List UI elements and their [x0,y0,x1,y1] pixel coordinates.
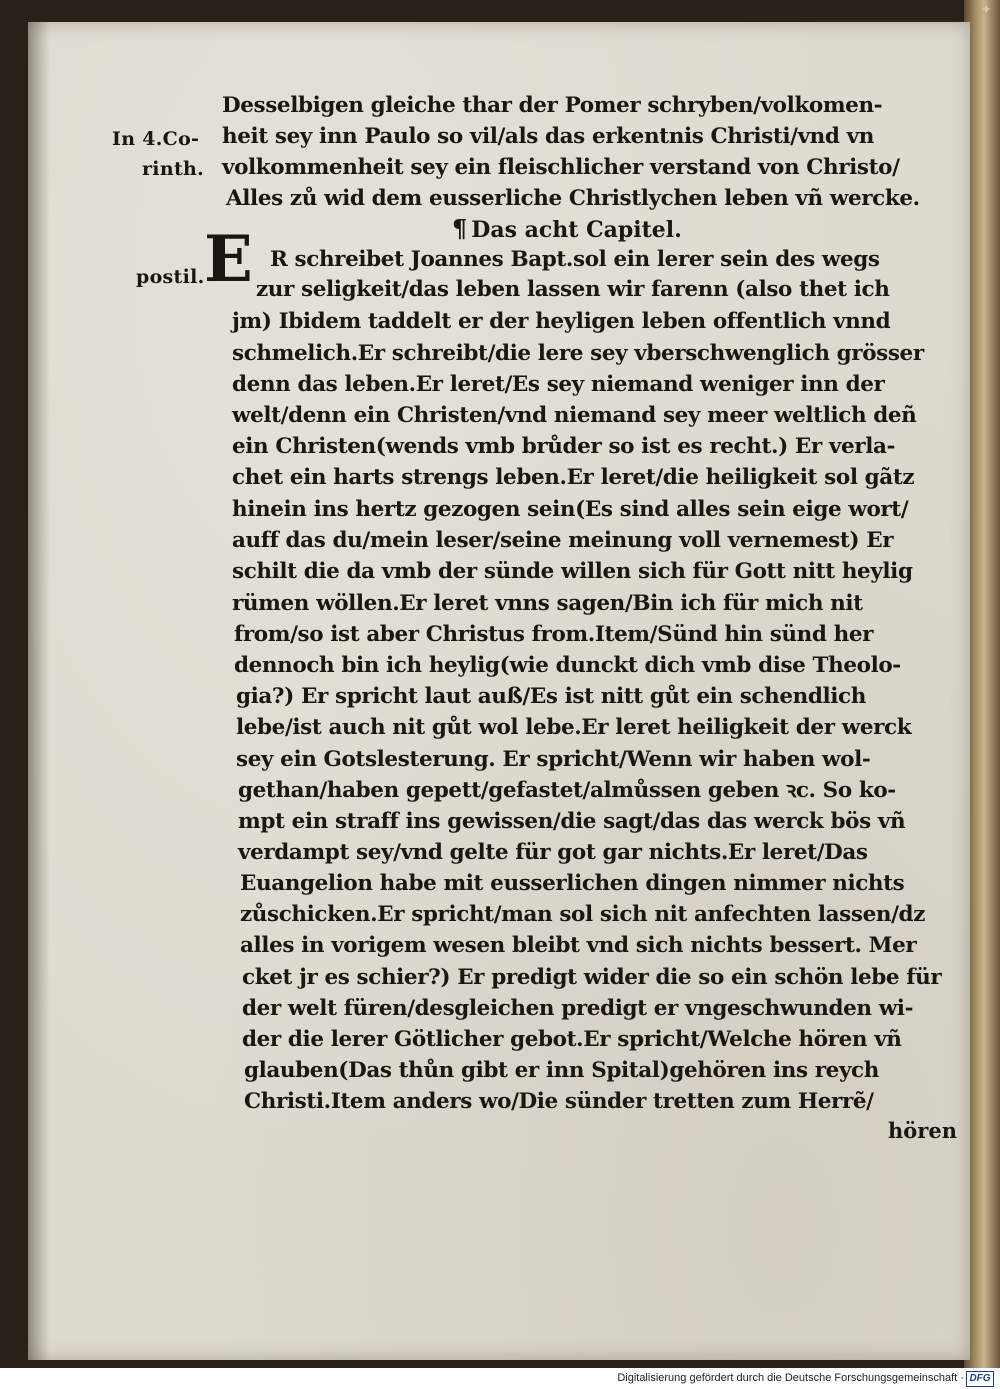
text-line: ein Christen(wends vmb brůder so ist es recht.) Er verla- [232,434,896,459]
text-line: gia?) Er spricht laut auß/Es ist nitt gůt ein schendlich [236,684,866,709]
text-line: jm) Ibidem taddelt er der heyligen leben offentlich vnnd [232,309,891,334]
text-line: schilt die da vmb der sünde willen sich für Gott nitt heylig [232,559,913,584]
margin-note-postil [136,262,205,292]
margin-note-corinth [112,124,204,184]
text-line: welt/denn ein Christen/vnd niemand sey meer weltlich deñ [232,403,917,428]
text-line: mpt ein straff ins gewissen/die sagt/das das werck bös vñ [238,809,906,834]
text-line: der welt füren/desgleichen predigt er vngeschwunden wi- [242,996,914,1021]
text-line: Alles zů wid dem eusserliche Christlychen leben vñ wercke. [226,186,920,211]
text-line: zůschicken.Er spricht/man sol sich nit anfechten lassen/dz [240,902,925,927]
margin-note-line: rinth. [142,158,205,180]
text-line: lebe/ist auch nit gůt wol lebe.Er leret heiligkeit der werck [236,715,912,740]
corner-ornament: ✦ [980,2,992,18]
margin-note-line: In 4.Co- [112,128,200,150]
text-line: hinein ins hertz gezogen sein(Es sind alles sein eige wort/ [232,497,909,522]
text-line: glauben(Das thůn gibt er inn Spital)gehören ins reych [244,1058,879,1083]
text-line: heit sey inn Paulo so vil/als das erkentnis Christi/vnd vn [222,124,874,149]
pilcrow-icon: ¶ [452,214,468,243]
text-line: zur seligkeit/das leben lassen wir farenn (also thet ich [256,277,890,302]
text-line: dennoch bin ich heylig(wie dunckt dich vmb dise Theolo- [234,653,901,678]
text-line: cket jr es schier?) Er predigt wider die so ein schön lebe für [242,965,942,990]
text-line: schmelich.Er schreibt/die lere sey vberschwenglich grösser [232,341,924,366]
text-line: gethan/haben gepett/gefastet/almůssen geben ꝛc. So ko- [238,778,896,803]
text-line: Euangelion habe mit eusserlichen dingen nimmer nichts [240,871,905,896]
funding-notice: Digitalisierung gefördert durch die Deutsche Forschungsgemeinschaft · [617,1372,964,1384]
text-line: alles in vorigem wesen bleibt vnd sich nichts bessert. Mer [240,933,917,958]
chapter-heading-text: Das acht Capitel. [471,217,682,243]
catchword: hören [888,1118,957,1143]
gutter-shadow [28,22,50,1360]
text-line: auff das du/mein leser/seine meinung voll vernemest) Er [232,528,894,553]
text-line: denn das leben.Er leret/Es sey niemand weniger inn der [232,372,885,397]
text-line: Desselbigen gleiche thar der Pomer schryben/volkomen- [222,93,883,118]
margin-note-line: postil. [136,266,205,288]
text-line: Christi.Item anders wo/Die sünder tretten zum Herrẽ/ [244,1089,874,1114]
dfg-logo[interactable]: DFG [966,1371,994,1387]
text-line: R schreibet Joannes Bapt.sol ein lerer sein des wegs [270,247,880,272]
text-line: rümen wöllen.Er leret vnns sagen/Bin ich für mich nit [232,591,863,616]
text-line: der die lerer Götlicher gebot.Er spricht/Welche hören vñ [242,1027,902,1052]
text-line: chet ein harts strengs leben.Er leret/die heiligkeit sol gãtz [232,465,915,490]
text-line: volkommenheit sey ein fleischlicher verstand von Christo/ [222,155,900,180]
text-line: verdampt sey/vnd gelte für got gar nichts.Er leret/Das [238,840,868,865]
text-line: sey ein Gotslesterung. Er spricht/Wenn wir haben wol- [236,747,871,772]
initial-letter: E [204,222,253,297]
footer-bar [0,1368,1000,1389]
text-line: from/so ist aber Christus from.Item/Sünd hin sünd her [234,622,874,647]
chapter-heading [452,214,682,243]
